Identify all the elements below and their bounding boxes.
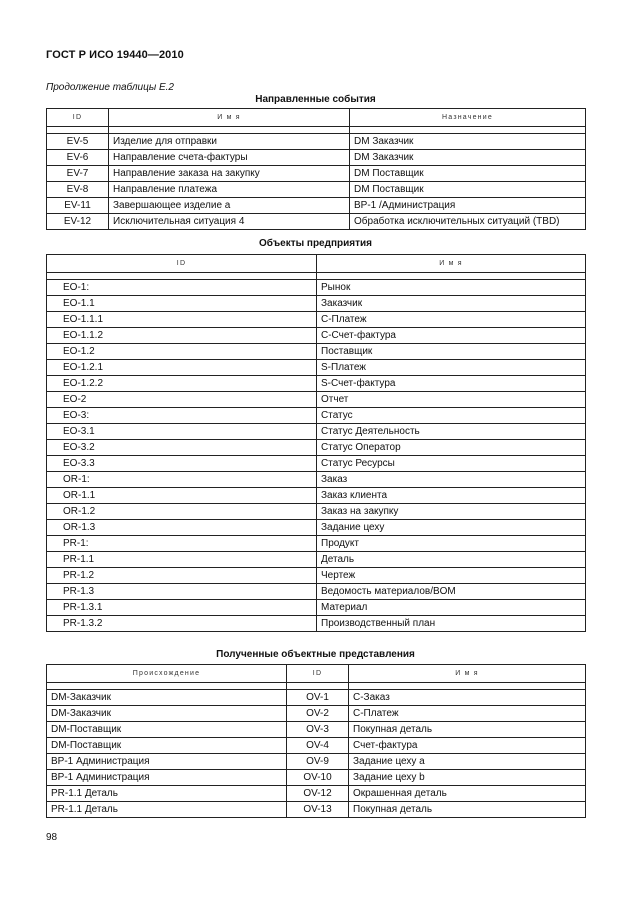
table-cell: Исключительная ситуация 4 [109, 214, 350, 230]
table-cell: Статус Деятельность [317, 424, 586, 440]
table-cell: DM Заказчик [350, 150, 586, 166]
table-cell: OV-4 [287, 738, 349, 754]
table-row [47, 472, 586, 488]
column-header: Происхождение [47, 665, 287, 683]
table-cell: Продукт [317, 536, 586, 552]
table-cell: EV-11 [47, 198, 109, 214]
table-cell: Окрашенная деталь [349, 786, 586, 802]
document-header: ГОСТ Р ИСО 19440—2010 [46, 49, 184, 61]
table-row [47, 616, 586, 632]
table-row [47, 786, 586, 802]
table-cell: Обработка исключительных ситуаций (TBD) [350, 214, 586, 230]
derived-object-views-table [46, 664, 586, 818]
table-cell: C-Счет-фактура [317, 328, 586, 344]
table-cell: BP-1 Администрация [47, 770, 287, 786]
spacer-cell [350, 127, 586, 134]
table-cell: Статус [317, 408, 586, 424]
table-row [47, 584, 586, 600]
events-table-title: Направленные события [255, 94, 376, 105]
column-header: ID [47, 109, 109, 127]
table-cell: Чертеж [317, 568, 586, 584]
table-row [47, 166, 586, 182]
table-row [47, 344, 586, 360]
column-header: Назначение [350, 109, 586, 127]
table-header-row [47, 255, 586, 273]
table-row [47, 706, 586, 722]
table-header-row [47, 665, 586, 683]
table-cell: Задание цеху [317, 520, 586, 536]
column-header: И м я [349, 665, 586, 683]
table-row [47, 182, 586, 198]
column-header: ID [287, 665, 349, 683]
table-cell: Направление платежа [109, 182, 350, 198]
table-row [47, 488, 586, 504]
table-cell: Отчет [317, 392, 586, 408]
table-row [47, 456, 586, 472]
spacer-row [47, 683, 586, 690]
table-cell: EV-5 [47, 134, 109, 150]
table-row [47, 134, 586, 150]
table-cell: C-Платеж [349, 706, 586, 722]
column-header: ID [47, 255, 317, 273]
table-row [47, 738, 586, 754]
table-row [47, 424, 586, 440]
table-cell: Покупная деталь [349, 802, 586, 818]
table-header-row [47, 109, 586, 127]
page-number: 98 [46, 832, 58, 843]
table-cell: Производственный план [317, 616, 586, 632]
table-row [47, 296, 586, 312]
table-cell: BP-1 Администрация [47, 754, 287, 770]
table-row [47, 376, 586, 392]
table-cell: OR-1: [47, 472, 317, 488]
table-cell: EV-12 [47, 214, 109, 230]
table-cell: Покупная деталь [349, 722, 586, 738]
table-cell: Задание цеху b [349, 770, 586, 786]
table-row [47, 360, 586, 376]
table-row [47, 150, 586, 166]
spacer-cell [317, 273, 586, 280]
table-cell: S-Счет-фактура [317, 376, 586, 392]
table-cell: OV-13 [287, 802, 349, 818]
table-cell: EO-2 [47, 392, 317, 408]
table-cell: C-Платеж [317, 312, 586, 328]
table-cell: EV-6 [47, 150, 109, 166]
table-cell: EV-7 [47, 166, 109, 182]
table-row [47, 600, 586, 616]
enterprise-objects-table [46, 254, 586, 632]
table-row [47, 392, 586, 408]
table-row [47, 568, 586, 584]
table-cell: DM-Заказчик [47, 706, 287, 722]
table-cell: EO-1.2.2 [47, 376, 317, 392]
table-cell: EO-1.1.2 [47, 328, 317, 344]
table-row [47, 328, 586, 344]
table-cell: Заказ [317, 472, 586, 488]
table-row [47, 440, 586, 456]
table-cell: DM Поставщик [350, 166, 586, 182]
table-cell: Заказ клиента [317, 488, 586, 504]
table-cell: OV-9 [287, 754, 349, 770]
column-header: И м я [317, 255, 586, 273]
table-row [47, 552, 586, 568]
table-row [47, 280, 586, 296]
table-cell: Направление счета-фактуры [109, 150, 350, 166]
table-cell: DM Поставщик [350, 182, 586, 198]
table-row [47, 408, 586, 424]
table-cell: Завершающее изделие a [109, 198, 350, 214]
table-row [47, 802, 586, 818]
table-cell: S-Платеж [317, 360, 586, 376]
table-cell: OV-10 [287, 770, 349, 786]
table-cell: PR-1.3.2 [47, 616, 317, 632]
table-cell: PR-1.2 [47, 568, 317, 584]
table-cell: Материал [317, 600, 586, 616]
table-cell: Направление заказа на закупку [109, 166, 350, 182]
table-cell: Счет-фактура [349, 738, 586, 754]
table-cell: Поставщик [317, 344, 586, 360]
objects-table-title: Объекты предприятия [259, 238, 372, 249]
spacer-cell [349, 683, 586, 690]
table-cell: DM-Заказчик [47, 690, 287, 706]
spacer-cell [47, 683, 287, 690]
table-row [47, 520, 586, 536]
table-cell: Изделие для отправки [109, 134, 350, 150]
table-cell: EO-3.1 [47, 424, 317, 440]
table-cell: Задание цеху a [349, 754, 586, 770]
table-cell: PR-1.1 Деталь [47, 802, 287, 818]
table-continuation-label: Продолжение таблицы Е.2 [46, 82, 174, 93]
table-cell: DM-Поставщик [47, 738, 287, 754]
table-row [47, 536, 586, 552]
table-cell: EV-8 [47, 182, 109, 198]
table-cell: DM Заказчик [350, 134, 586, 150]
table-cell: EO-1.1.1 [47, 312, 317, 328]
table-cell: OV-1 [287, 690, 349, 706]
table-cell: PR-1: [47, 536, 317, 552]
table-cell: Заказ на закупку [317, 504, 586, 520]
table-cell: DM-Поставщик [47, 722, 287, 738]
directed-events-table [46, 108, 586, 230]
table-cell: OV-12 [287, 786, 349, 802]
table-cell: Деталь [317, 552, 586, 568]
table-row [47, 504, 586, 520]
column-header: И м я [109, 109, 350, 127]
table-row [47, 690, 586, 706]
table-row [47, 214, 586, 230]
table-cell: OR-1.3 [47, 520, 317, 536]
table-cell: Рынок [317, 280, 586, 296]
table-cell: Статус Оператор [317, 440, 586, 456]
table-cell: EO-1.2.1 [47, 360, 317, 376]
table-cell: OV-2 [287, 706, 349, 722]
table-cell: PR-1.3.1 [47, 600, 317, 616]
table-cell: EO-1.2 [47, 344, 317, 360]
table-row [47, 754, 586, 770]
table-cell: Ведомость материалов/BOM [317, 584, 586, 600]
table-cell: PR-1.1 [47, 552, 317, 568]
spacer-row [47, 127, 586, 134]
spacer-cell [47, 127, 109, 134]
spacer-cell [47, 273, 317, 280]
table-cell: EO-1.1 [47, 296, 317, 312]
table-row [47, 770, 586, 786]
table-cell: OR-1.1 [47, 488, 317, 504]
table-cell: BP-1 /Администрация [350, 198, 586, 214]
table-cell: Заказчик [317, 296, 586, 312]
table-row [47, 722, 586, 738]
table-cell: Статус Ресурсы [317, 456, 586, 472]
spacer-cell [109, 127, 350, 134]
table-cell: OR-1.2 [47, 504, 317, 520]
table-row [47, 312, 586, 328]
table-cell: EO-3.2 [47, 440, 317, 456]
table-row [47, 198, 586, 214]
table-cell: C-Заказ [349, 690, 586, 706]
table-cell: PR-1.1 Деталь [47, 786, 287, 802]
table-cell: EO-3.3 [47, 456, 317, 472]
views-table-title: Полученные объектные представления [216, 649, 415, 660]
spacer-row [47, 273, 586, 280]
table-cell: EO-3: [47, 408, 317, 424]
spacer-cell [287, 683, 349, 690]
table-cell: OV-3 [287, 722, 349, 738]
table-cell: EO-1: [47, 280, 317, 296]
table-cell: PR-1.3 [47, 584, 317, 600]
